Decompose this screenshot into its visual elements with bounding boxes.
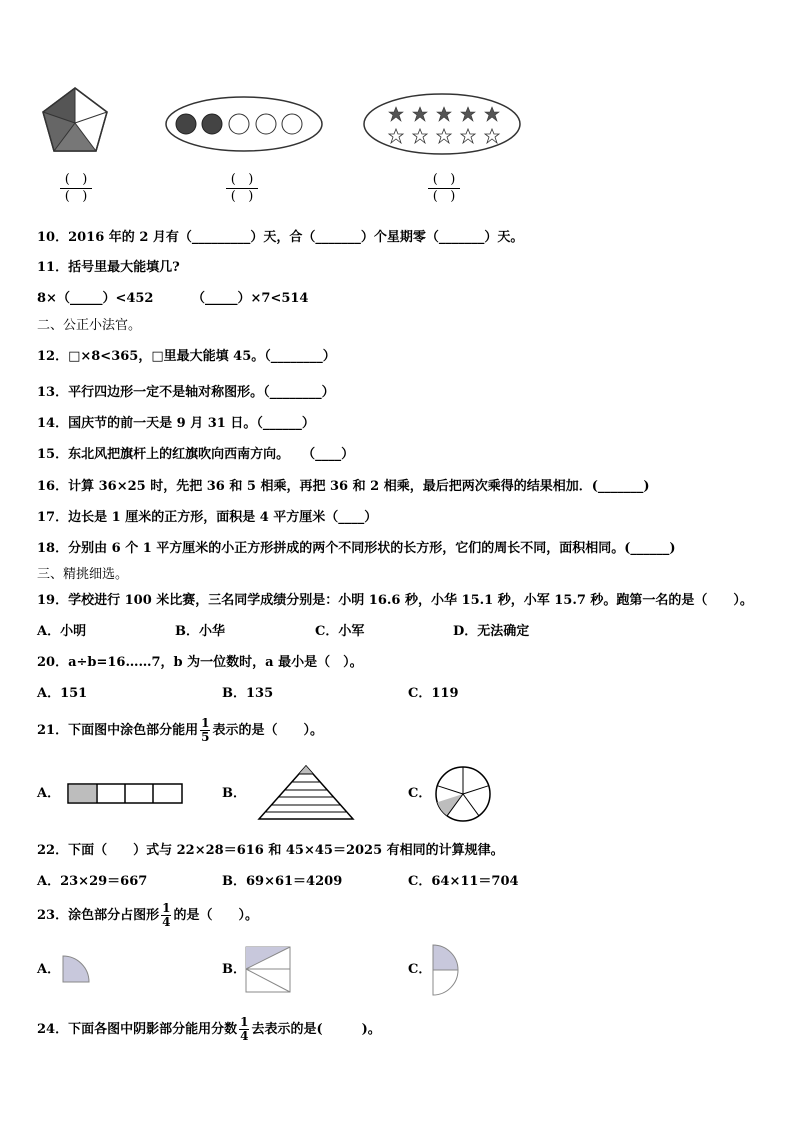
question-19: 19．学校进行 100 米比赛，三名同学成绩分别是：小明 16.6 秒，小华 15.1 秒，小军 15.7 秒。跑第一名的是（ ）。 [37, 593, 753, 608]
q23-text-post: 的是（ ）。 [173, 908, 258, 923]
question-11-a: 8×（_____）<452 [37, 291, 154, 306]
paren-right: ) [450, 189, 456, 204]
q22-option-b[interactable]: B．69×61＝4209 [222, 874, 343, 889]
q21-option-a[interactable]: A． [37, 786, 61, 801]
q24-text-pre: 24．下面各图中阴影部分能用分数 [37, 1022, 238, 1037]
question-11: 11．括号里最大能填几? [37, 260, 180, 275]
q20-option-c[interactable]: C．119 [408, 686, 459, 701]
question-12: 12．□×8<365，□里最大能填 45。（________） [37, 349, 336, 364]
fraction-blank-3[interactable] [424, 172, 464, 205]
section-3-heading: 三、精挑细选。 [37, 567, 129, 582]
circles-oval-figure [164, 95, 324, 155]
q19-option-a[interactable]: A．小明 [37, 624, 87, 639]
paren-right: ) [248, 172, 254, 187]
pentagon-figure [40, 85, 110, 155]
fraction-numerator: 1 [201, 716, 210, 730]
paren-left: ( [230, 172, 236, 187]
q22-option-a[interactable]: A．23×29＝667 [37, 874, 148, 889]
q23-a-quarter-circle-figure [62, 955, 90, 983]
question-24 [37, 1012, 381, 1048]
q24-text-post: 去表示的是( )。 [251, 1022, 381, 1037]
fraction-numerator: 1 [240, 1015, 249, 1029]
question-22: 22．下面（ ）式与 22×28＝616 和 45×45＝2025 有相同的计算规律。 [37, 843, 504, 858]
question-18: 18．分别由 6 个 1 平方厘米的小正方形拼成的两个不同形状的长方形，它们的周长不同，面积相同。(______) [37, 541, 676, 556]
stars-oval-figure [362, 92, 522, 158]
fraction-one-fifth [200, 717, 210, 744]
paren-right: ) [82, 189, 88, 204]
q21-b-triangle-figure [258, 765, 354, 821]
question-20: 20．a÷b=16……7，b 为一位数时，a 最小是（ ）。 [37, 655, 363, 670]
q20-option-b[interactable]: B．135 [222, 686, 274, 701]
q21-a-bar-figure [67, 783, 183, 805]
question-10: 10．2016 年的 2 月有（_________）天，合（_______）个星期零（_______）天。 [37, 230, 524, 245]
paren-left: ( [432, 172, 438, 187]
paren-right: ) [82, 172, 88, 187]
section-2-heading: 二、公正小法官。 [37, 318, 142, 333]
fraction-denominator: 4 [240, 1029, 249, 1043]
fraction-denominator: 5 [201, 730, 210, 744]
question-15: 15．东北风把旗杆上的红旗吹向西南方向。 （____） [37, 447, 355, 462]
paren-left: ( [64, 172, 70, 187]
q19-option-c[interactable]: C．小军 [315, 624, 365, 639]
paren-left: ( [432, 189, 438, 204]
q21-option-b[interactable]: B． [222, 786, 246, 801]
q23-option-a[interactable]: A． [37, 962, 61, 977]
question-14: 14．国庆节的前一天是 9 月 31 日。（______） [37, 416, 315, 431]
q21-option-c[interactable]: C． [408, 786, 432, 801]
q19-option-d[interactable]: D．无法确定 [453, 624, 530, 639]
question-23 [37, 898, 258, 934]
question-21 [37, 713, 323, 749]
q23-b-rectangle-figure [245, 946, 291, 994]
question-13: 13．平行四边形一定不是轴对称图形。（________） [37, 385, 335, 400]
paren-right: ) [248, 189, 254, 204]
question-11-b: （_____）×7<514 [192, 291, 309, 306]
paren-right: ) [450, 172, 456, 187]
q22-option-c[interactable]: C．64×11＝704 [408, 874, 519, 889]
q21-c-pie-figure [434, 765, 492, 823]
q23-c-semicircle-figure [432, 944, 460, 996]
fraction-one-quarter [239, 1016, 249, 1043]
q23-option-b[interactable]: B． [222, 962, 246, 977]
fraction-one-quarter [161, 902, 171, 929]
question-17: 17．边长是 1 厘米的正方形，面积是 4 平方厘米（____） [37, 510, 378, 525]
question-16: 16．计算 36×25 时，先把 36 和 5 相乘，再把 36 和 2 相乘，最后把两次乘得的结果相加．(_______) [37, 479, 650, 494]
q23-option-c[interactable]: C． [408, 962, 432, 977]
q21-text-post: 表示的是（ ）。 [212, 723, 323, 738]
q21-text-pre: 21．下面图中涂色部分能用 [37, 723, 199, 738]
fraction-blank-1[interactable] [56, 172, 96, 205]
fraction-blank-2[interactable] [222, 172, 262, 205]
q19-option-b[interactable]: B．小华 [175, 624, 225, 639]
fraction-numerator: 1 [162, 901, 171, 915]
q23-text-pre: 23．涂色部分占图形 [37, 908, 160, 923]
q20-option-a[interactable]: A．151 [37, 686, 88, 701]
fraction-denominator: 4 [162, 915, 171, 929]
paren-left: ( [230, 189, 236, 204]
paren-left: ( [64, 189, 70, 204]
